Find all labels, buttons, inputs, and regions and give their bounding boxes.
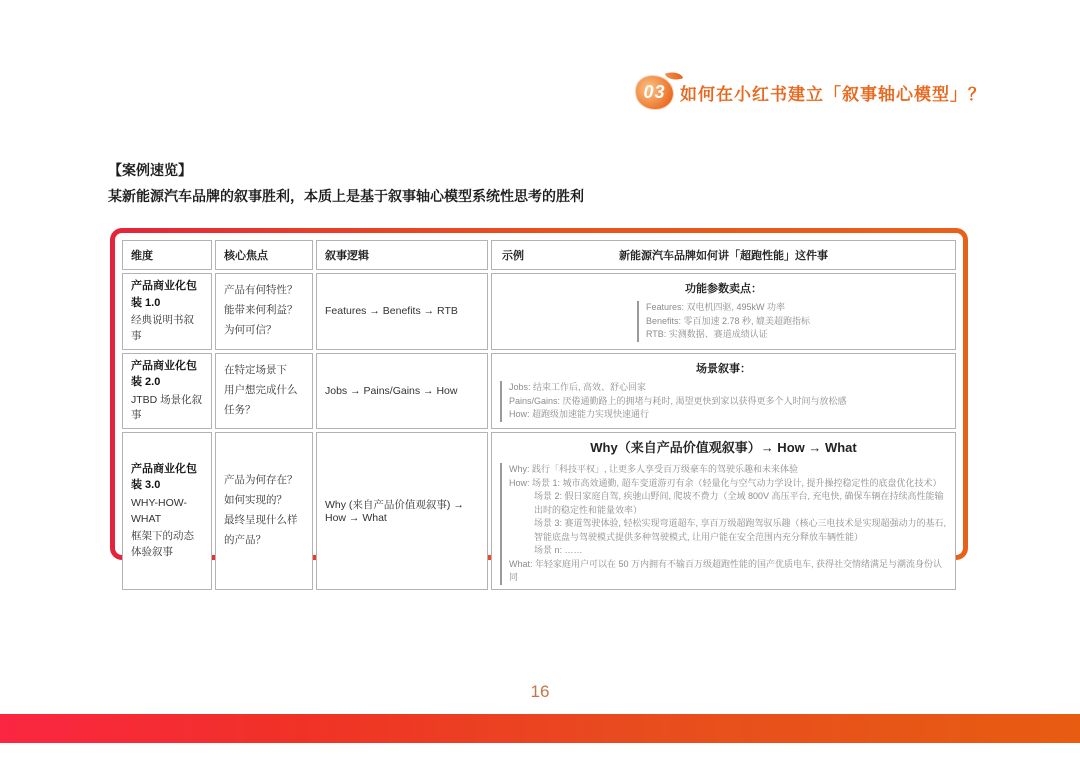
page-title: 如何在小红书建立「叙事轴心模型」？ xyxy=(680,85,986,104)
focus-line: 能带来何利益？ xyxy=(224,304,298,317)
example-line: Jobs: 结束工作后, 高效、舒心回家 xyxy=(509,382,647,392)
example-line: How: 超跑级加速能力实现快速通行 xyxy=(509,409,650,419)
example-detail-block xyxy=(637,301,810,342)
dimension-cell xyxy=(122,353,212,430)
logic-cell: Why (来自产品价值观叙事) → How → What xyxy=(316,432,488,590)
example-detail-block xyxy=(500,463,947,585)
example-line: 场景 n: …… xyxy=(534,545,583,555)
dimension-title: 产品商业化包装 1.0 xyxy=(131,280,197,309)
example-heading: 功能参数卖点： xyxy=(685,283,762,296)
focus-line: 最终呈现什么样的产品？ xyxy=(224,513,298,546)
case-table-frame xyxy=(110,228,968,582)
dimension-title: 产品商业化包装 2.0 xyxy=(131,359,197,388)
example-line: How: 场景 1: 城市高效通勤, 超车变道游刃有余（轻量化与空气动力学设计, 提升操控稳定性的底盘优化技术） xyxy=(509,477,942,488)
table-row-packaging-3 xyxy=(122,432,956,590)
footer-gradient-bar xyxy=(0,714,1080,743)
table-header-row xyxy=(122,240,956,270)
header-cell-logic: 叙事逻辑 xyxy=(316,240,488,270)
example-line: What: 年轻家庭用户可以在 50 万内拥有不输百万级超跑性能的国产优质电车, 获得社交情绪满足与潮流身份认同 xyxy=(509,558,943,582)
example-line: RTB: 实测数据、赛道成绩认证 xyxy=(645,329,768,340)
section-label: 【案例速览】 xyxy=(108,162,192,178)
example-line: Features: 双电机四驱, 495kW 功率 xyxy=(645,302,785,313)
dimension-subtitle: 框架下的动态体验叙事 xyxy=(131,530,194,558)
example-line: Why: 践行「科技平权」, 让更多人享受百万级豪车的驾驶乐趣和未来体验 xyxy=(509,464,799,474)
focus-line: 产品有何特性？ xyxy=(224,284,298,297)
focus-line: 为何可信？ xyxy=(224,324,277,337)
example-line: 场景 3: 赛道驾驶体验, 轻松实现弯道超车, 享百万级超跑驾驭乐趣（核心三电技术是实现超强动力的基石, 智能底盘与驾驶模式提供多种驾驶模式, 让用户能在安全范围内充分释放车辆性能） xyxy=(534,518,947,542)
example-cell xyxy=(491,353,956,430)
focus-line: 在特定场景下 xyxy=(224,363,287,376)
dimension-cell xyxy=(122,273,212,350)
header-cell-example xyxy=(491,240,956,270)
example-cell xyxy=(491,432,956,590)
logic-cell: Features → Benefits → RTB xyxy=(316,273,488,350)
example-heading: Why（来自产品价值观叙事）→ How → What xyxy=(590,440,857,455)
example-line: 场景 2: 假日家庭自驾, 疾驰山野间, 爬坡不费力（全域 800V 高压平台, 充电快, 确保车辆在持续高性能输出时的稳定性和能量效率） xyxy=(534,491,944,515)
focus-cell xyxy=(215,353,313,430)
example-line: Benefits: 零百加速 2.78 秒, 媲美超跑指标 xyxy=(645,315,811,326)
case-table-inner xyxy=(115,233,963,582)
example-title: 新能源汽车品牌如何讲「超跑性能」这件事 xyxy=(619,250,828,262)
page-number: 16 xyxy=(530,682,550,701)
dimension-cell xyxy=(122,432,212,590)
case-table xyxy=(119,237,959,593)
example-cell xyxy=(491,273,956,350)
focus-cell xyxy=(215,432,313,590)
example-line: Pains/Gains: 厌倦通勤路上的拥堵与耗时, 渴望更快到家以获得更多个人时间与放松感 xyxy=(509,395,847,406)
table-row-packaging-1 xyxy=(122,273,956,350)
focus-line: 产品为何存在？ xyxy=(224,473,298,486)
focus-line: 用户想完成什么任务？ xyxy=(224,383,298,416)
dimension-title: 产品商业化包装 3.0 xyxy=(131,462,197,492)
table-row-packaging-2 xyxy=(122,353,956,430)
example-detail-block xyxy=(500,381,947,422)
section-subtitle: 某新能源汽车品牌的叙事胜利，本质上是基于叙事轴心模型系统性思考的胜利 xyxy=(108,188,584,204)
example-label: 示例 xyxy=(502,250,524,262)
focus-cell xyxy=(215,273,313,350)
dimension-subtitle: 经典说明书叙事 xyxy=(131,314,194,342)
dimension-subtitle: WHY-HOW-WHAT xyxy=(131,496,187,525)
focus-line: 如何实现的？ xyxy=(224,493,287,506)
chapter-number-flame-icon: 03 xyxy=(636,76,673,109)
logic-cell: Jobs → Pains/Gains → How xyxy=(316,353,488,430)
example-heading: 场景叙事： xyxy=(696,363,751,375)
header-cell-focus: 核心焦点 xyxy=(215,240,313,270)
dimension-subtitle: JTBD 场景化叙事 xyxy=(131,393,203,422)
page-header xyxy=(636,76,986,109)
header-cell-dimension: 维度 xyxy=(122,240,212,270)
